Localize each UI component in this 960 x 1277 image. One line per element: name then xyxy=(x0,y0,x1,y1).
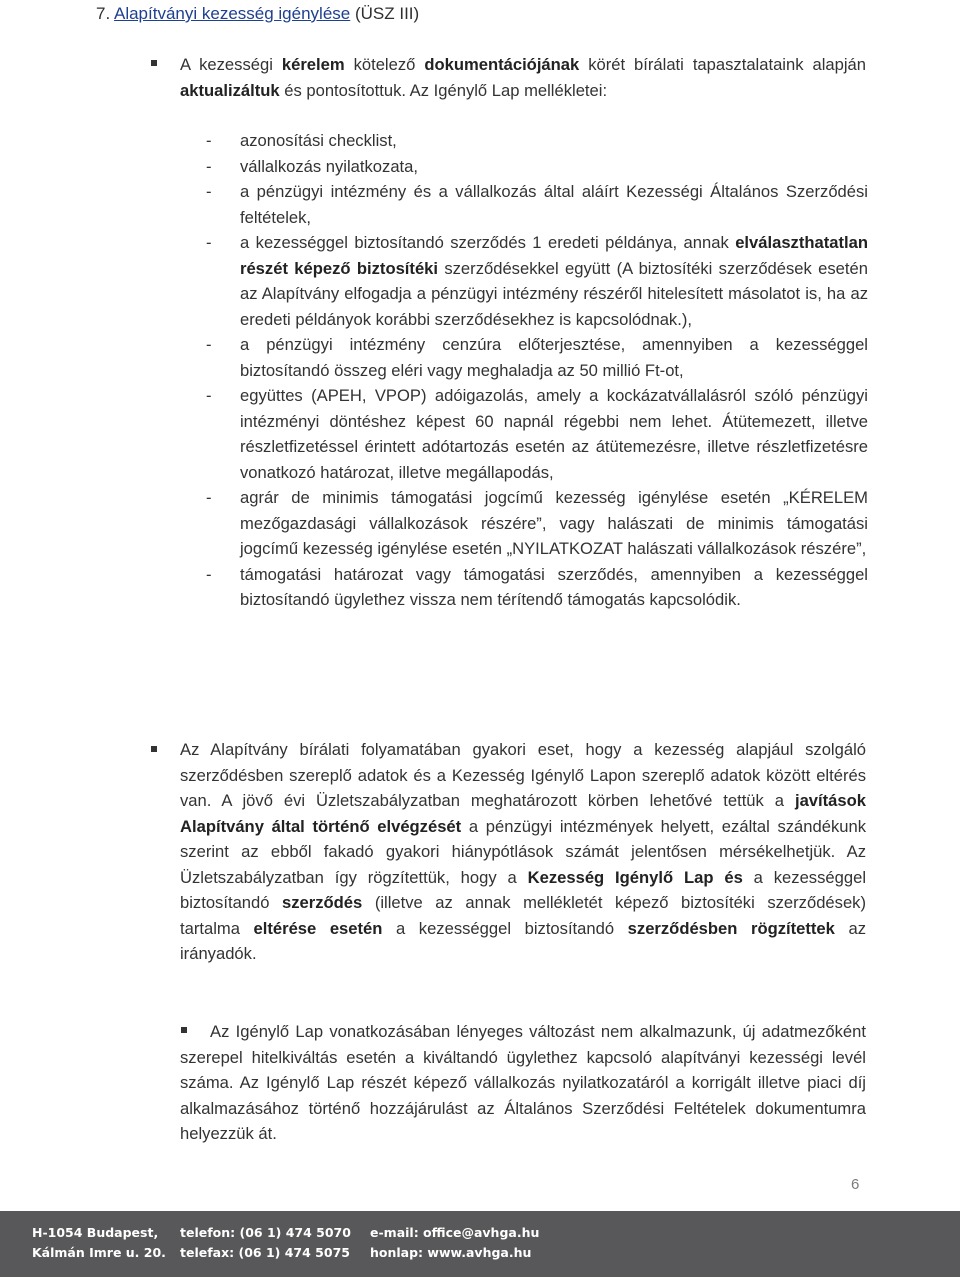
list-item: - a kezességgel biztosítandó szerződés 1 eredeti példánya, annak elválaszthatatlan részét képező biztosítéki szerződésekkel együtt (A biztosítéki szerződések esetén az Alapítvány elfogadja a pénzügyi intézmény részéről hitelesített másolatot is, ha az eredeti példányok korábbi szerződésekhez is kapcsolódnak.), xyxy=(206,233,868,329)
heading-number: 7. xyxy=(96,4,111,23)
footer-contact xyxy=(370,1223,539,1263)
list-item: - vállalkozás nyilatkozata, xyxy=(206,156,419,176)
section3-paragraph: Az Igénylő Lap vonatkozásában lényeges változást nem alkalmazunk, új adatmezőként szerepel hitelkiváltás esetén a kiváltandó ügylethez kapcsoló alapítványi kezességi levél száma. Az Igénylő Lap részét képező vállalkozás nyilatkozatáról a korrigált illetve piaci díj alkalmazásához történő hozzájárulást az Általános Szerződési Feltételek dokumentumra helyezzük át. xyxy=(180,1022,866,1143)
list-item: - agrár de minimis támogatási jogcímű kezesség igénylése esetén „KÉRELEM mezőgazdasági vállalkozások részére”, vagy halászati de minimis támogatási jogcímű kezesség igénylése esetén „NYILATKOZAT halászati vállalkozások részére”, xyxy=(206,488,868,558)
section1-intro: A kezességi kérelem kötelező dokumentációjának körét bírálati tapasztalataink alapján aktualizáltuk és pontosítottuk. Az Igénylő Lap mellékletei: xyxy=(180,55,866,100)
page-footer xyxy=(0,1211,960,1277)
bullet-square-icon xyxy=(151,60,157,66)
list-item: - a pénzügyi intézmény és a vállalkozás által aláírt Kezességi Általános Szerződési feltételek, xyxy=(206,182,868,227)
attachment-list xyxy=(206,128,868,613)
footer-phone: telefon: (06 1) 474 5070 xyxy=(180,1225,351,1240)
footer-web[interactable]: honlap: www.avhga.hu xyxy=(370,1245,532,1260)
heading-link[interactable]: Alapítványi kezesség igénylése xyxy=(113,4,351,23)
footer-email[interactable]: e-mail: office@avhga.hu xyxy=(370,1225,540,1240)
footer-address-line1: H-1054 Budapest, xyxy=(32,1225,159,1240)
list-item: - együttes (APEH, VPOP) adóigazolás, amely a kockázatvállalásról szóló pénzügyi intézményi döntéshez képest 60 napnál régebbi nem lehet. Átütemezett, illetve részletfizetéssel érintett adótartozás esetén az átütemezésre, illetve részletfizetésre vonatkozó határozat, illetve megállapodás, xyxy=(206,386,868,482)
footer-address-line2: Kálmán Imre u. 20. xyxy=(32,1245,166,1260)
page-number: 6 xyxy=(851,1176,860,1193)
section2-paragraph: Az Alapítvány bírálati folyamatában gyakori eset, hogy a kezesség alapjául szolgáló szerződésben szereplő adatok és a Kezesség Igénylő Lapon szereplő adatok között eltérés van. A jövő évi Üzletszabályzatban meghatározott körben lehetővé tettük a javítások Alapítvány által történő elvégzését a pénzügyi intézmények helyett, ezáltal szándékunk szerint az ebből fakadó gyakori hiánypótlások számát jelentősen mérsékelhetjük. Az Üzletszabályzatban így rögzítettük, hogy a Kezesség Igénylő Lap és a kezességgel biztosítandó szerződés (illetve az annak mellékletét képező biztosítéki szerződések) tartalma eltérése esetén a kezességgel biztosítandó szerződésben rögzítettek az irányadók. xyxy=(180,740,867,963)
footer-address xyxy=(32,1223,166,1263)
list-item: - a pénzügyi intézmény cenzúra előterjesztése, amennyiben a kezességgel biztosítandó összeg eléri vagy meghaladja az 50 millió Ft-ot, xyxy=(206,335,868,380)
footer-fax: telefax: (06 1) 474 5075 xyxy=(180,1245,350,1260)
section-heading xyxy=(96,2,419,26)
bullet-square-icon xyxy=(151,746,157,752)
list-item: - támogatási határozat vagy támogatási szerződés, amennyiben a kezességgel biztosítandó ügylethez vissza nem térítendő támogatás kapcsolódik. xyxy=(206,564,868,609)
heading-suffix: (ÜSZ III) xyxy=(354,4,420,23)
footer-phones xyxy=(180,1223,351,1263)
list-item: - azonosítási checklist, xyxy=(206,131,397,150)
